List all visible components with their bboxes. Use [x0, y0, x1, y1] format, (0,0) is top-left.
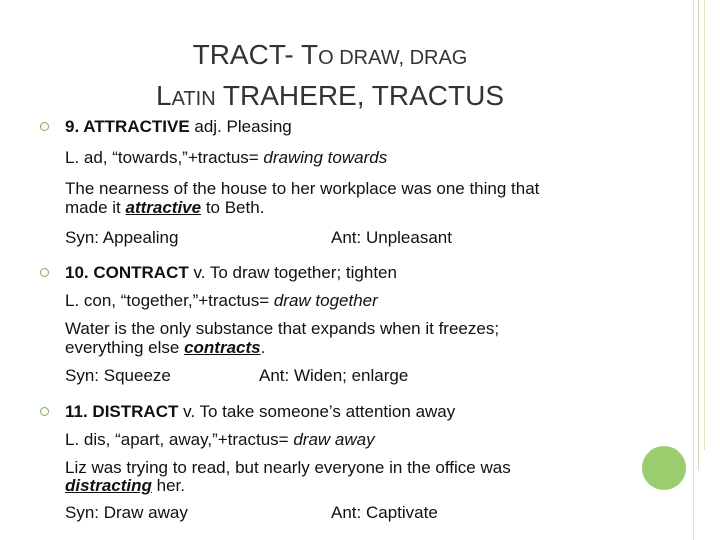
entry-etymology — [65, 148, 387, 167]
sentence-text: her. — [151, 476, 185, 495]
bullet-icon — [40, 268, 49, 277]
example-sentence — [65, 198, 264, 217]
etymology-meaning: drawing towards — [263, 148, 388, 167]
etymology-meaning: draw away — [293, 430, 375, 449]
entry-definition: v. To take someone’s attention away — [178, 402, 456, 421]
title-text-small: ATIN — [171, 88, 216, 110]
etymology-meaning: draw together — [273, 291, 378, 310]
entry-headword-line — [65, 117, 292, 136]
highlighted-word: distracting — [65, 476, 152, 495]
sentence-text: everything else — [65, 338, 185, 357]
title-text: L — [156, 80, 172, 111]
etymology-root: L. con, “together,”+tractus= — [65, 291, 274, 310]
entry-headword-line — [65, 402, 455, 421]
entry-headword: 9. ATTRACTIVE — [65, 117, 190, 136]
title-text: TRAHERE, TRACTUS — [215, 80, 504, 111]
entry-headword: 11. DISTRACT — [65, 402, 179, 421]
antonym: Ant: Captivate — [331, 503, 438, 522]
sentence-text: made it — [65, 198, 126, 217]
highlighted-word: contracts — [184, 338, 261, 357]
bullet-icon — [40, 122, 49, 131]
example-sentence — [65, 338, 265, 357]
example-sentence: Water is the only substance that expands when it freezes; — [65, 319, 500, 338]
entry-headword: 10. CONTRACT — [65, 263, 189, 282]
example-sentence: The nearness of the house to her workplace was one thing that — [65, 179, 540, 198]
entry-definition: v. To draw together; tighten — [188, 263, 397, 282]
synonym: Syn: Appealing — [65, 228, 179, 247]
title-line-1 — [0, 36, 660, 77]
highlighted-word: attractive — [125, 198, 202, 217]
example-sentence — [65, 476, 185, 495]
example-sentence: Liz was trying to read, but nearly everyone in the office was — [65, 458, 511, 477]
sentence-text: to Beth. — [201, 198, 265, 217]
bullet-icon — [40, 407, 49, 416]
decorative-line — [698, 0, 699, 470]
entry-definition: adj. Pleasing — [189, 117, 292, 136]
slide-title — [0, 36, 660, 118]
entry-etymology — [65, 291, 378, 310]
decorative-line — [704, 0, 705, 450]
title-text: TRACT- T — [192, 39, 319, 70]
synonym: Syn: Squeeze — [65, 366, 171, 385]
entry-etymology — [65, 430, 375, 449]
antonym: Ant: Unpleasant — [331, 228, 452, 247]
title-line-2 — [0, 77, 660, 118]
etymology-root: L. dis, “apart, away,”+tractus= — [65, 430, 294, 449]
decorative-green-circle — [642, 446, 686, 490]
synonym: Syn: Draw away — [65, 503, 188, 522]
title-text-small: O DRAW, DRAG — [318, 47, 468, 69]
etymology-root: L. ad, “towards,”+tractus= — [65, 148, 264, 167]
decorative-line — [693, 0, 694, 540]
entry-headword-line — [65, 263, 397, 282]
antonym: Ant: Widen; enlarge — [259, 366, 409, 385]
sentence-text: . — [260, 338, 266, 357]
